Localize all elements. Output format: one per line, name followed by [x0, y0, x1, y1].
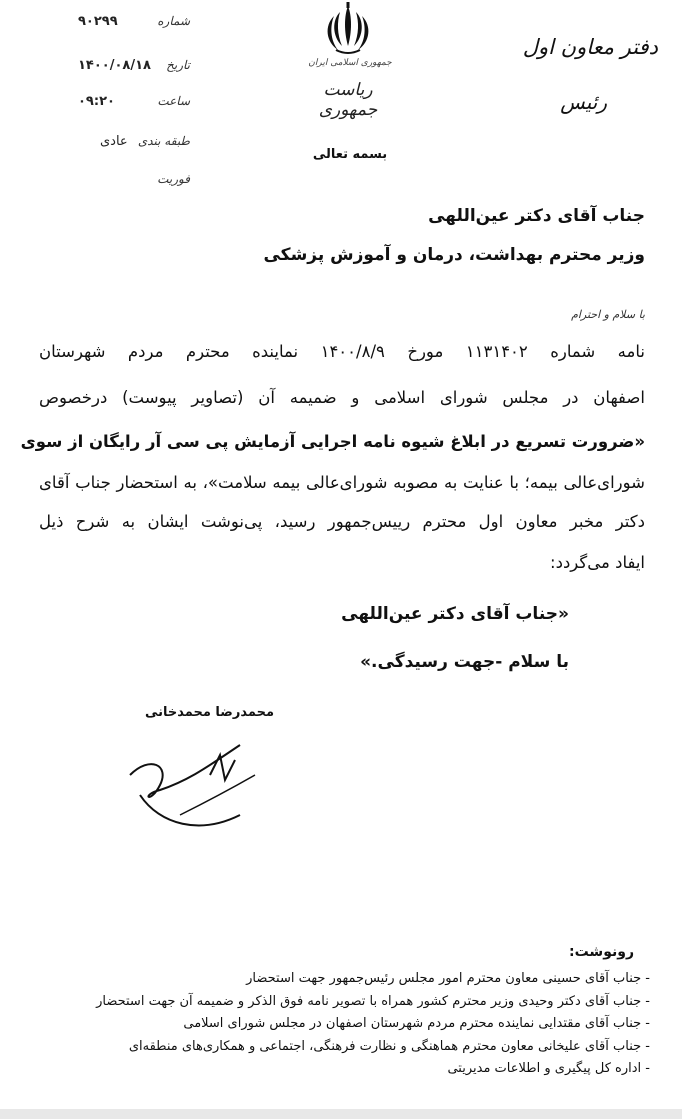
- body-line: ایفاد می‌گردد:: [550, 553, 645, 572]
- date-value: ۱۴۰۰/۰۸/۱۸: [78, 58, 151, 73]
- cc-item: - اداره کل پیگیری و اطلاعات مدیریتی: [30, 1058, 650, 1081]
- date-label: تاریخ: [166, 58, 190, 72]
- addressee-title: وزیر محترم بهداشت، درمان و آموزش پزشکی: [263, 245, 645, 265]
- signer-name: محمدرضا محمدخانی: [144, 705, 274, 720]
- body-line: دکتر مخبر معاون اول محترم رییس‌جمهور رسید، پی‌نوشت ایشان به شرح ذیل: [39, 512, 645, 531]
- greeting: با سلام و احترام: [571, 308, 645, 321]
- letter-date-row: [60, 58, 190, 80]
- addressee-name: جناب آقای دکتر عین‌اللهی: [428, 206, 645, 226]
- cc-title: رونوشت:: [569, 944, 634, 960]
- body-line: شورای‌عالی بیمه؛ با عنایت به مصوبه شورای‌عالی بیمه سلامت»، به استحضار جناب آقای: [39, 473, 645, 492]
- classification-row: [60, 134, 190, 156]
- iran-emblem-icon: [322, 2, 374, 56]
- body-line: اصفهان در مجلس شورای اسلامی و ضمیمه آن (تصاویر پیوست) درخصوص: [39, 388, 645, 407]
- letter-time-row: [60, 94, 190, 116]
- signature-icon: [120, 735, 280, 845]
- body-line: «ضرورت تسریع در ابلاغ شیوه نامه اجرایی آزمایش پی سی آر رایگان از سوی: [20, 432, 645, 451]
- cc-list: [30, 968, 650, 1081]
- urgency-row: [60, 172, 190, 194]
- cc-item: - جناب آقای حسینی معاون محترم امور مجلس رئیس‌جمهور جهت استحضار: [30, 968, 650, 991]
- cc-item: - جناب آقای علیخانی معاون محترم هماهنگی و نظارت فرهنگی، اجتماعی و همکاری‌های منطقه‌ای: [30, 1036, 650, 1059]
- letter-number-row: [60, 14, 190, 36]
- time-value: ۰۹:۲۰: [78, 94, 115, 109]
- number-label: شماره: [157, 14, 190, 28]
- handwritten-office: دفتر معاون اول: [522, 35, 658, 59]
- body-line: نامه شماره ۱۱۳۱۴۰۲ مورخ ۱۴۰۰/۸/۹ نماینده محترم مردم شهرستان: [39, 342, 645, 361]
- cc-item: - جناب آقای دکتر وحیدی وزیر محترم کشور همراه با تصویر نامه فوق الذکر و ضمیمه آن جهت استحضار: [30, 991, 650, 1014]
- number-value: ۹۰۲۹۹: [78, 14, 118, 29]
- org-title: ریاست جمهوری: [318, 80, 378, 120]
- note-line: با سلام -جهت رسیدگی.»: [360, 652, 569, 672]
- classification-label: طبقه بندی: [137, 134, 190, 148]
- note-line: «جناب آقای دکتر عین‌اللهی: [341, 604, 569, 624]
- bottom-edge: [0, 1109, 682, 1119]
- time-label: ساعت: [157, 94, 190, 108]
- handwritten-chief: رئیس: [560, 90, 607, 114]
- classification-value: عادی: [100, 134, 128, 149]
- basmala: بسمه تعالی: [312, 147, 388, 162]
- urgency-label: فوریت: [157, 172, 190, 186]
- cc-item: - جناب آقای مقتدایی نماینده محترم مردم شهرستان اصفهان در مجلس شورای اسلامی: [30, 1013, 650, 1036]
- org-subtitle: جمهوری اسلامی ایران: [308, 58, 392, 68]
